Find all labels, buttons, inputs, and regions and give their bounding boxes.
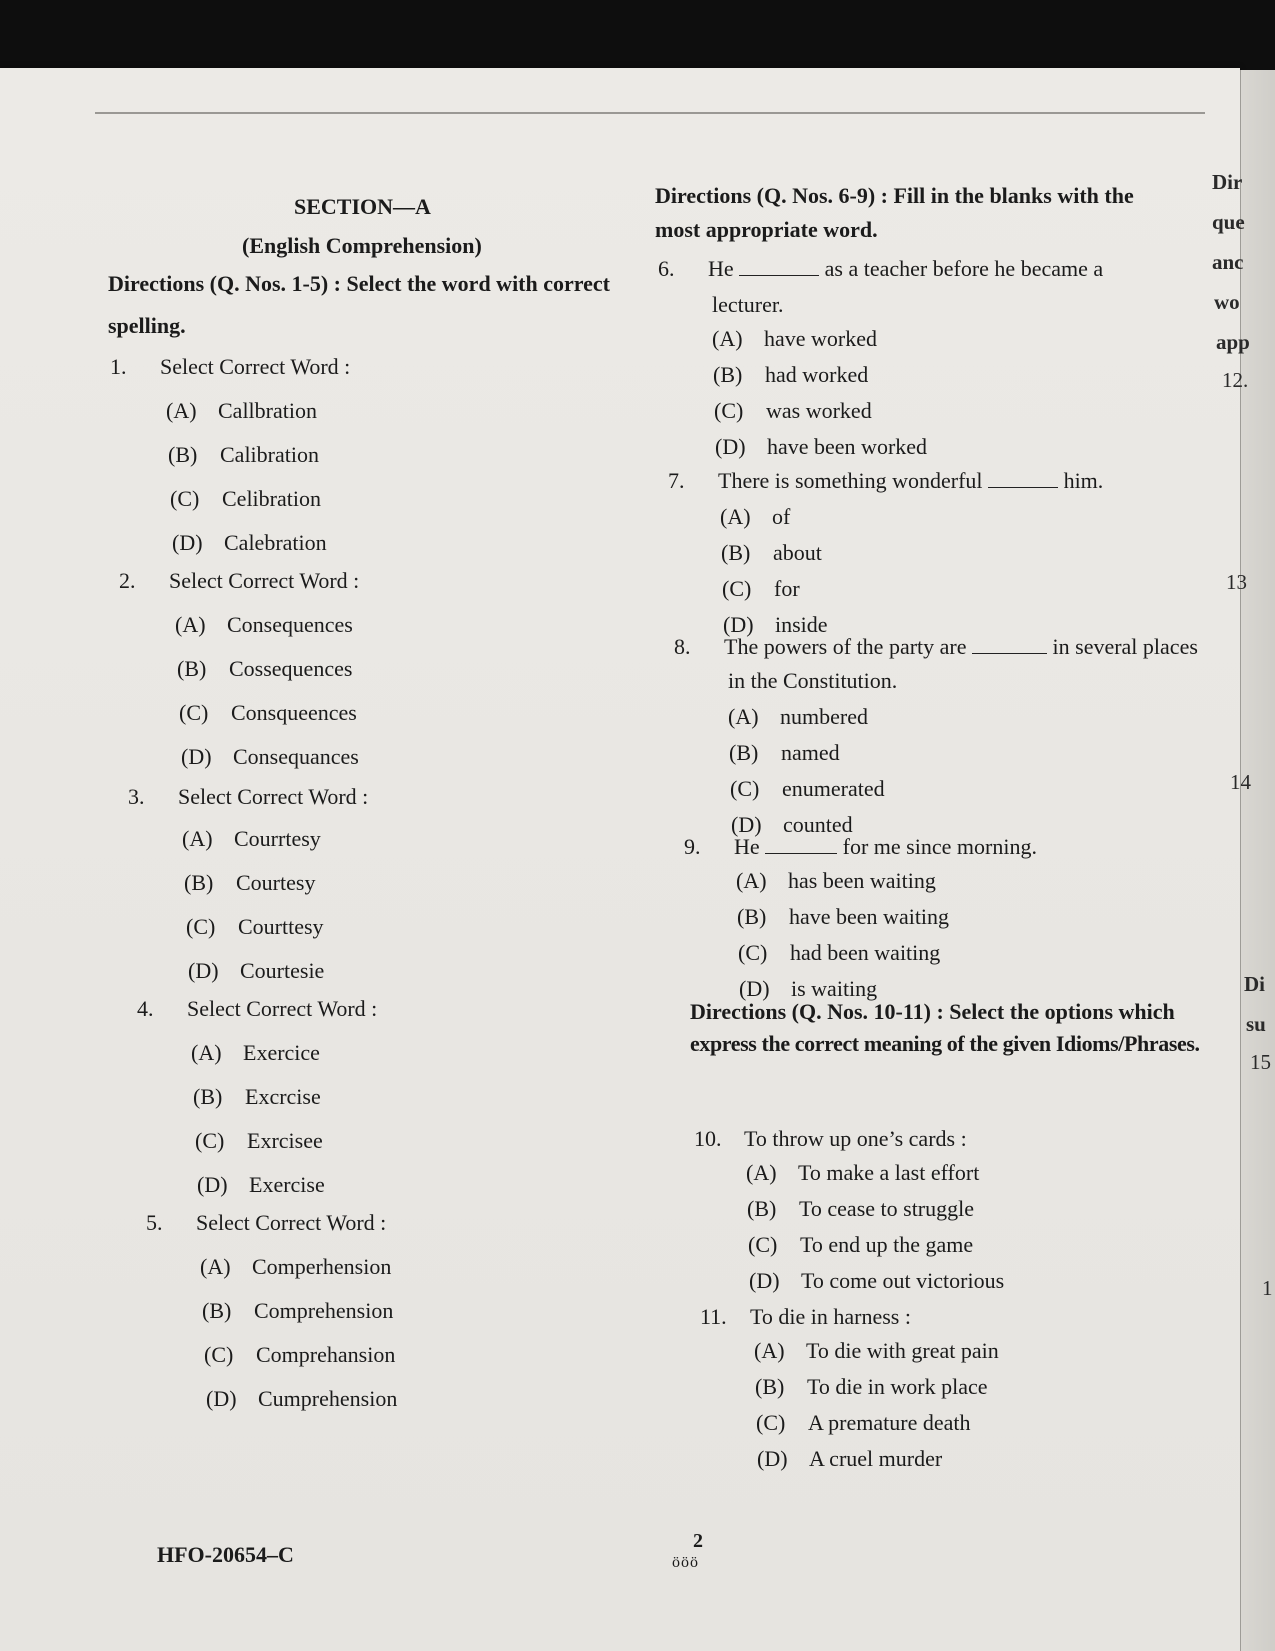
option-b <box>737 904 949 930</box>
question-text: The powers of the party are <box>724 634 967 659</box>
next-page-text-fragment: 1 <box>1262 1276 1273 1300</box>
option-text: Exercise <box>249 1172 325 1197</box>
option-c <box>186 914 324 940</box>
option-b <box>729 740 840 766</box>
option-c <box>195 1128 323 1154</box>
next-page-text-fragment: Di <box>1244 972 1265 996</box>
option-label: (B) <box>202 1298 232 1323</box>
option-c <box>204 1342 395 1368</box>
question-2 <box>119 568 359 594</box>
option-label: (C) <box>204 1342 234 1367</box>
option-d <box>172 530 327 556</box>
next-page-text-fragment: Dir <box>1212 170 1243 194</box>
option-label: (C) <box>748 1232 778 1257</box>
option-b <box>747 1196 974 1222</box>
question-text: Select Correct Word : <box>160 354 351 379</box>
option-text: is waiting <box>791 976 878 1001</box>
option-text: A premature death <box>808 1410 971 1435</box>
option-label: (C) <box>186 914 216 939</box>
option-text: To make a last effort <box>798 1160 980 1185</box>
question-number: 9. <box>684 834 701 859</box>
option-text: Consequences <box>227 612 353 637</box>
option-b <box>755 1374 988 1400</box>
option-text: about <box>773 540 822 565</box>
option-label: (D) <box>188 958 219 983</box>
option-text: To come out victorious <box>801 1268 1005 1293</box>
option-c <box>730 776 885 802</box>
option-text: Courtesie <box>240 958 325 983</box>
option-a <box>200 1254 391 1280</box>
section-title: SECTION—A <box>294 194 431 219</box>
next-page-text-fragment: 12. <box>1222 368 1249 392</box>
option-d <box>749 1268 1004 1294</box>
option-text: To cease to struggle <box>799 1196 975 1221</box>
question-number: 7. <box>668 468 685 493</box>
next-page-edge <box>1240 70 1275 1651</box>
option-a <box>746 1160 979 1186</box>
question-number: 8. <box>674 634 691 659</box>
option-text: Calebration <box>224 530 327 555</box>
answer-blank <box>765 835 837 854</box>
question-7 <box>668 468 1103 494</box>
question-8-line2: in the Constitution. <box>728 668 898 693</box>
option-label: (B) <box>729 740 759 765</box>
option-label: (A) <box>166 398 197 423</box>
option-text: enumerated <box>782 776 885 801</box>
option-label: (D) <box>757 1446 788 1471</box>
option-text: have been waiting <box>789 904 950 929</box>
option-text: Consequances <box>233 744 359 769</box>
option-a <box>754 1338 999 1364</box>
option-d <box>197 1172 325 1198</box>
fold-line <box>95 112 1205 114</box>
option-label: (A) <box>754 1338 785 1363</box>
question-6-line2: lecturer. <box>712 292 784 317</box>
option-d <box>757 1446 942 1472</box>
directions-q10-11-line2: express the correct meaning of the given Idioms/Phrases. <box>690 1031 1200 1056</box>
option-text: A cruel murder <box>809 1446 943 1471</box>
question-5 <box>146 1210 386 1236</box>
option-a <box>736 868 936 894</box>
option-c <box>170 486 321 512</box>
option-text: for <box>774 576 800 601</box>
option-label: (D) <box>181 744 212 769</box>
option-b <box>177 656 352 682</box>
option-text: of <box>772 504 791 529</box>
option-label: (B) <box>193 1084 223 1109</box>
option-text: Excrcise <box>245 1084 321 1109</box>
option-text: Exrcisee <box>247 1128 323 1153</box>
option-a <box>166 398 317 424</box>
option-label: (C) <box>714 398 744 423</box>
option-text: have worked <box>764 326 878 351</box>
option-label: (C) <box>170 486 200 511</box>
option-text: was worked <box>766 398 872 423</box>
option-label: (C) <box>756 1410 786 1435</box>
option-b <box>713 362 868 388</box>
option-c <box>722 576 800 602</box>
directions-q6-9-line1: Directions (Q. Nos. 6-9) : Fill in the blanks with the <box>655 183 1134 208</box>
option-label: (D) <box>715 434 746 459</box>
option-label: (D) <box>723 612 754 637</box>
option-text: Exercice <box>243 1040 320 1065</box>
option-text: inside <box>775 612 828 637</box>
option-text: Celibration <box>222 486 321 511</box>
question-number: 11. <box>700 1304 727 1329</box>
directions-q6-9-line2: most appropriate word. <box>655 217 878 242</box>
option-a <box>712 326 877 352</box>
option-text: had worked <box>765 362 869 387</box>
option-c <box>748 1232 973 1258</box>
option-b <box>202 1298 393 1324</box>
directions-q10-11-line1: Directions (Q. Nos. 10-11) : Select the options which <box>690 999 1175 1024</box>
option-text: Courrtesy <box>234 826 321 851</box>
option-a <box>175 612 353 638</box>
question-11 <box>700 1304 911 1330</box>
option-label: (C) <box>722 576 752 601</box>
option-text: have been worked <box>767 434 928 459</box>
question-8 <box>674 634 1198 660</box>
option-label: (C) <box>730 776 760 801</box>
option-c <box>714 398 872 424</box>
option-a <box>191 1040 320 1066</box>
option-label: (D) <box>749 1268 780 1293</box>
option-c <box>179 700 357 726</box>
option-text: Callbration <box>218 398 317 423</box>
option-text: To die in work place <box>807 1374 988 1399</box>
next-page-text-fragment: 14 <box>1230 770 1251 794</box>
option-label: (B) <box>747 1196 777 1221</box>
option-d <box>715 434 927 460</box>
option-label: (B) <box>177 656 207 681</box>
option-text: Courtesy <box>236 870 316 895</box>
question-number: 5. <box>146 1210 163 1235</box>
option-label: (D) <box>731 812 762 837</box>
option-text: had been waiting <box>790 940 941 965</box>
option-label: (C) <box>195 1128 225 1153</box>
question-text: for me since morning. <box>842 834 1037 859</box>
option-label: (A) <box>712 326 743 351</box>
option-label: (A) <box>736 868 767 893</box>
question-text: To throw up one’s cards : <box>744 1126 967 1151</box>
option-b <box>721 540 822 566</box>
option-a <box>720 504 790 530</box>
question-3 <box>128 784 368 810</box>
scan-dark-border <box>0 0 1275 75</box>
option-text: Consqueences <box>231 700 357 725</box>
question-text: Select Correct Word : <box>187 996 378 1021</box>
paper-code: HFO-20654–C <box>157 1542 294 1567</box>
option-text: Calibration <box>220 442 319 467</box>
option-label: (A) <box>728 704 759 729</box>
answer-blank <box>972 635 1047 654</box>
option-label: (B) <box>721 540 751 565</box>
option-text: To die with great pain <box>806 1338 999 1363</box>
option-c <box>756 1410 971 1436</box>
question-text: There is something wonderful <box>718 468 983 493</box>
option-a <box>728 704 868 730</box>
option-text: counted <box>783 812 853 837</box>
option-text: Cumprehension <box>258 1386 398 1411</box>
option-text: Comprehension <box>254 1298 394 1323</box>
directions-q1-5-line2: spelling. <box>108 313 186 338</box>
option-label: (C) <box>738 940 768 965</box>
directions-q1-5-line1: Directions (Q. Nos. 1-5) : Select the word with correct <box>108 271 610 296</box>
question-number: 2. <box>119 568 136 593</box>
option-b <box>168 442 319 468</box>
option-label: (C) <box>179 700 209 725</box>
option-text: Cossequences <box>229 656 353 681</box>
option-label: (D) <box>739 976 770 1001</box>
option-text: Comprehansion <box>256 1342 396 1367</box>
question-number: 4. <box>137 996 154 1021</box>
option-label: (B) <box>737 904 767 929</box>
option-label: (D) <box>197 1172 228 1197</box>
option-text: numbered <box>780 704 868 729</box>
question-text: in several places <box>1052 634 1198 659</box>
option-label: (D) <box>172 530 203 555</box>
page-number: 2 <box>693 1530 703 1552</box>
next-page-text-fragment: app <box>1216 330 1250 354</box>
question-text: Select Correct Word : <box>178 784 369 809</box>
option-label: (B) <box>755 1374 785 1399</box>
option-text: Comperhension <box>252 1254 392 1279</box>
option-label: (B) <box>184 870 214 895</box>
question-text: as a teacher before he became a <box>824 256 1104 281</box>
option-a <box>182 826 321 852</box>
option-label: (A) <box>191 1040 222 1065</box>
option-label: (A) <box>182 826 213 851</box>
option-d <box>188 958 324 984</box>
question-number: 6. <box>658 256 675 281</box>
option-text: To end up the game <box>800 1232 974 1257</box>
question-6 <box>658 256 1103 282</box>
option-text: has been waiting <box>788 868 936 893</box>
option-label: (B) <box>168 442 198 467</box>
section-subtitle: (English Comprehension) <box>242 233 482 258</box>
option-d <box>206 1386 397 1412</box>
option-label: (A) <box>175 612 206 637</box>
next-page-text-fragment: su <box>1246 1012 1266 1036</box>
question-text: Select Correct Word : <box>196 1210 387 1235</box>
option-label: (A) <box>200 1254 231 1279</box>
option-d <box>181 744 359 770</box>
answer-blank <box>739 257 819 276</box>
question-4 <box>137 996 377 1022</box>
option-text: named <box>781 740 840 765</box>
question-1 <box>110 354 350 380</box>
question-text: To die in harness : <box>750 1304 911 1329</box>
question-text: He <box>708 256 734 281</box>
next-page-text-fragment: 15 <box>1250 1050 1271 1074</box>
question-text: him. <box>1063 468 1104 493</box>
option-label: (B) <box>713 362 743 387</box>
question-10 <box>694 1126 967 1152</box>
option-b <box>193 1084 321 1110</box>
answer-blank <box>988 469 1058 488</box>
next-page-text-fragment: 13 <box>1226 570 1247 594</box>
option-label: (D) <box>206 1386 237 1411</box>
option-b <box>184 870 315 896</box>
question-text: Select Correct Word : <box>169 568 360 593</box>
next-page-text-fragment: wo <box>1214 290 1240 314</box>
page-mark: ööö <box>672 1554 699 1571</box>
question-number: 3. <box>128 784 145 809</box>
question-9 <box>684 834 1037 860</box>
next-page-text-fragment: anc <box>1212 250 1244 274</box>
option-label: (A) <box>746 1160 777 1185</box>
option-c <box>738 940 940 966</box>
question-text: He <box>734 834 760 859</box>
question-number: 10. <box>694 1126 722 1151</box>
question-number: 1. <box>110 354 127 379</box>
option-text: Courttesy <box>238 914 324 939</box>
next-page-text-fragment: que <box>1212 210 1245 234</box>
option-label: (A) <box>720 504 751 529</box>
